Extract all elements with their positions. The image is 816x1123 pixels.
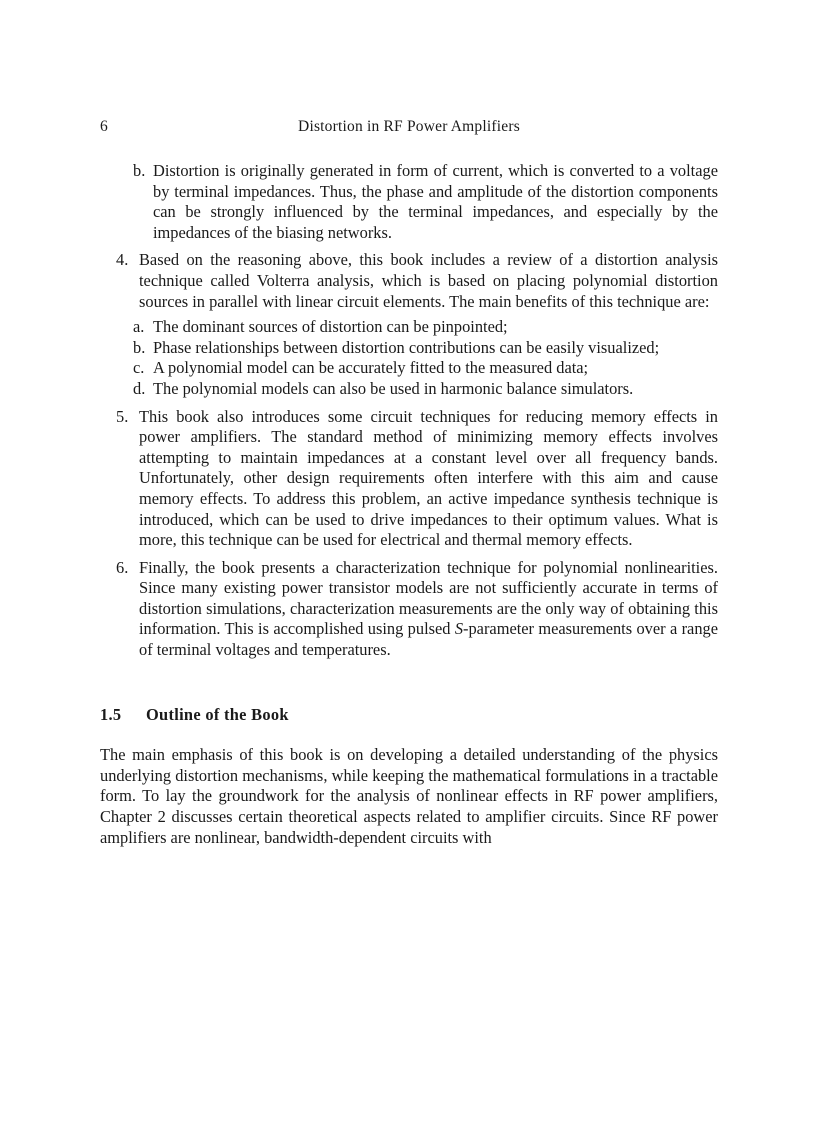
list-marker: c. [133,358,145,378]
list-item-4c [133,358,718,379]
list-marker: 4. [116,250,129,270]
list-marker: b. [133,337,146,357]
list-item-4 [116,250,718,312]
list-item-text: The polynomial models can also be used in harmonic balance simulators. [153,378,634,398]
list-item-4d [133,378,718,400]
page-header [100,118,718,140]
list-item-4b [133,337,718,359]
text-before-s: Finally, the book presents a characterization technique for polynomial nonlinearities. Since many existing power transistor models are not sufficiently accurate in terms of distortion simulations, characterization measurements are the only way of obtaining this information. This is accomplished using pulsed [139,557,718,639]
list-item-text [139,558,718,659]
section-paragraph: The main emphasis of this book is on developing a detailed understanding of the physics underlying distortion mechanisms, while keeping the mathematical formulations in a tractable form. To lay the groundwork for the analysis of nonlinear effects in RF power amplifiers, Chapter 2 discusses certain theoretical aspects related to amplifier circuits. Since RF power amplifiers are nonlinear, bandwidth-dependent circuits with [100,745,718,847]
list-item-text: This book also introduces some circuit techniques for reducing memory effects in power amplifiers. The standard method of minimizing memory effects involves attempting to maintain impedances at a constant level over all frequency bands. Unfortunately, other design requirements often interfere with this aim and cause memory effects. To address this problem, an active impedance synthesis technique is introduced, which can be used to drive impedances to their optimum values. What is more, this technique can be used for electrical and thermal memory effects. [139,406,718,550]
section-heading [100,705,718,726]
list-item-text: Phase relationships between distortion contributions can be easily visualized; [153,337,660,357]
list-item-5 [116,406,718,551]
list-item-b-terminal-impedances [133,161,718,243]
section-title: Outline of the Book [146,704,289,724]
section-number: 1.5 [100,704,122,724]
list-item-text: The dominant sources of distortion can be pinpointed; [153,317,508,337]
list-marker: b. [133,161,146,180]
list-marker: 5. [116,406,129,426]
list-item-6 [116,557,718,661]
list-item-text: A polynomial model can be accurately fitted to the measured data; [153,358,589,378]
list-item-text: Distortion is originally generated in form of current, which is converted to a voltage by terminal impedances. Thus, the phase and amplitude of the distortion components can be strongly influenced by the terminal impedances, and especially by the impedances of the biasing networks. [153,161,718,242]
page-number: 6 [100,118,108,135]
list-item-text: Based on the reasoning above, this book includes a review of a distortion analysis technique called Volterra analysis, which is based on placing polynomial distortion sources in parallel with linear circuit elements. The main benefits of this technique are: [139,250,718,311]
list-marker: 6. [116,557,129,577]
list-item-4a [133,317,718,338]
text-after-s: -parameter measurements over a range of terminal voltages and temperatures. [139,619,718,660]
list-marker: a. [133,317,145,337]
italic-s: S [454,619,464,639]
list-marker: d. [133,378,146,398]
running-title: Distortion in RF Power Amplifiers [298,118,520,135]
page-body [100,161,718,848]
